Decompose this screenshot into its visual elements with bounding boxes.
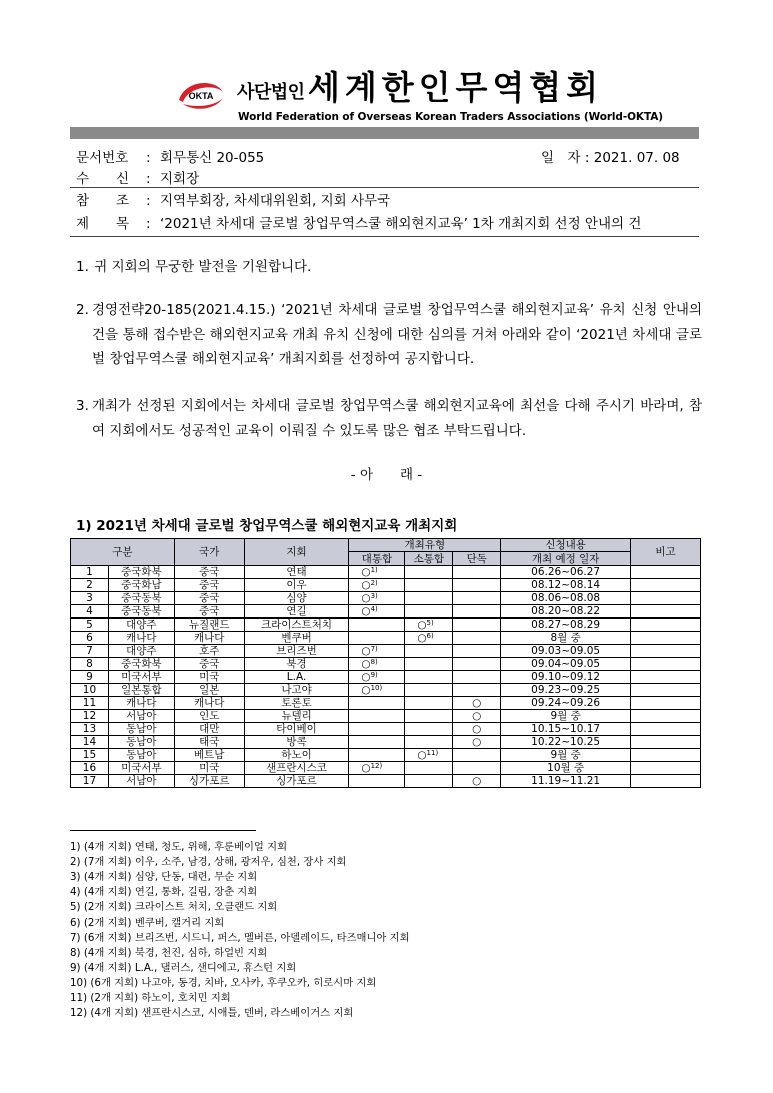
- table-row: [71, 605, 701, 619]
- row-region: 동남아: [108, 736, 174, 749]
- table-row: [71, 762, 701, 775]
- row-type-single: [453, 605, 501, 619]
- row-country: 일본: [174, 684, 244, 697]
- table-row: [71, 671, 701, 684]
- row-note: [631, 749, 701, 762]
- footnote-ref: 12): [370, 762, 383, 770]
- date-label: 일 자: [541, 150, 581, 166]
- table-row: [71, 736, 701, 749]
- footnote-ref: 1): [370, 566, 378, 574]
- row-branch: 타이베이: [244, 723, 349, 736]
- row-type-large: [349, 605, 405, 619]
- date-row: [541, 146, 680, 166]
- recipient-label: 수 신: [76, 171, 130, 187]
- row-country: 인도: [174, 710, 244, 723]
- table-row: [71, 618, 701, 632]
- row-type-large: [349, 645, 405, 658]
- row-type-small: [405, 775, 453, 788]
- header-branch: 지회: [244, 539, 349, 566]
- row-date: 09.03~09.05: [501, 645, 631, 658]
- footnote: 9) (4개 지회) L.A., 댈러스, 샌디에고, 휴스턴 지회: [70, 961, 297, 974]
- row-region: 중국동북: [108, 592, 174, 605]
- paragraph-text: 경영전략20-185(2021.4.15.) ‘2021년 차세대 글로벌 창업무역스쿨 해외현지교육’ 유치 신청 안내의 건을 통해 접수받은 해외현지교육 개최 유치 신청에 대한 심의를 거쳐 아래와 같이 ‘2021년 차세대 글로벌 창업무역스쿨 해외현지교육’ 개최지회를 선정하여 공지합니다.: [92, 302, 702, 367]
- org-name: 세계한인무역협회: [308, 68, 604, 107]
- row-type-large: [349, 592, 405, 605]
- row-type-single: [453, 632, 501, 645]
- header-type-large: 대통합: [349, 552, 405, 566]
- date-value: 2021. 07. 08: [593, 150, 680, 166]
- header-country: 국가: [174, 539, 244, 566]
- footnote: 7) (6개 지회) 브리즈번, 시드니, 퍼스, 멜버른, 아델레이드, 타즈매니아 지회: [70, 931, 410, 944]
- row-number: 12: [71, 710, 109, 723]
- row-branch: 이우: [244, 579, 349, 592]
- table-row: [71, 749, 701, 762]
- table-row: [71, 697, 701, 710]
- row-branch: 브리즈번: [244, 645, 349, 658]
- footnote-ref: 2): [370, 579, 378, 587]
- footnote-ref: 8): [370, 658, 378, 666]
- row-type-single: [453, 671, 501, 684]
- row-branch: 연태: [244, 566, 349, 579]
- footnote-ref: 10): [370, 684, 383, 692]
- row-type-single: [453, 658, 501, 671]
- section-title: 1) 2021년 차세대 글로벌 창업무역스쿨 해외현지교육 개최지회: [76, 518, 458, 534]
- row-type-large: [349, 566, 405, 579]
- footnote: 11) (2개 지회) 하노이, 호치민 지회: [70, 992, 231, 1004]
- footnote-ref: 11): [426, 749, 439, 757]
- row-country: 중국: [174, 566, 244, 579]
- row-type-single: ○: [453, 723, 501, 736]
- footnote: 5) (2개 지회) 크라이스트 처치, 오클랜드 지회: [70, 901, 278, 914]
- row-type-small: [405, 632, 453, 645]
- footnote-ref: 5): [426, 619, 434, 627]
- row-date: 09.24~09.26: [501, 697, 631, 710]
- table-row: [71, 645, 701, 658]
- row-branch: L.A.: [244, 671, 349, 684]
- divider: [70, 187, 699, 188]
- row-number: 6: [71, 632, 109, 645]
- row-country: 미국: [174, 762, 244, 775]
- doc-number-label: 문서번호: [76, 150, 129, 166]
- org-name-en: World Federation of Overseas Korean Traders Associations (World-OKTA): [238, 111, 663, 123]
- circle-mark: ○: [417, 749, 427, 761]
- row-date: 08.12~08.14: [501, 579, 631, 592]
- row-date: 9월 중: [501, 710, 631, 723]
- row-number: 5: [71, 618, 109, 632]
- paragraph-text: 귀 지회의 무궁한 발전을 기원합니다.: [94, 259, 312, 275]
- row-country: 베트남: [174, 749, 244, 762]
- paragraph-number: 3.: [76, 398, 89, 414]
- circle-mark: ○: [361, 605, 371, 617]
- row-branch: 나고야: [244, 684, 349, 697]
- row-type-small: [405, 592, 453, 605]
- row-type-single: ○: [453, 736, 501, 749]
- circle-mark: ○: [361, 684, 371, 696]
- row-branch: 샌프란시스코: [244, 762, 349, 775]
- row-branch: 뉴델리: [244, 710, 349, 723]
- subject-label: 제 목: [76, 216, 130, 232]
- row-number: 13: [71, 723, 109, 736]
- row-region: 대양주: [108, 618, 174, 632]
- doc-number-row: [76, 146, 264, 166]
- row-date: 11.19~11.21: [501, 775, 631, 788]
- reference-label: 참 조: [76, 193, 130, 209]
- circle-mark: ○: [361, 592, 371, 604]
- row-branch: 북경: [244, 658, 349, 671]
- row-country: 대만: [174, 723, 244, 736]
- footnote-ref: 6): [426, 632, 434, 640]
- table-row: [71, 684, 701, 697]
- row-region: 서남아: [108, 710, 174, 723]
- row-date: 8월 중: [501, 632, 631, 645]
- row-note: [631, 592, 701, 605]
- row-number: 8: [71, 658, 109, 671]
- row-country: 미국: [174, 671, 244, 684]
- recipient-value: 지회장: [160, 171, 200, 187]
- table-row: [71, 566, 701, 579]
- row-type-large: [349, 618, 405, 632]
- row-date: 09.04~09.05: [501, 658, 631, 671]
- row-date: 09.23~09.25: [501, 684, 631, 697]
- logo-text: OKTA: [188, 91, 214, 101]
- circle-mark: ○: [417, 632, 427, 644]
- row-type-large: [349, 749, 405, 762]
- row-date: 10.15~10.17: [501, 723, 631, 736]
- row-country: 중국: [174, 605, 244, 619]
- row-date: 9월 중: [501, 749, 631, 762]
- row-region: 서남아: [108, 775, 174, 788]
- circle-mark: ○: [361, 645, 371, 657]
- table-row: [71, 592, 701, 605]
- row-note: [631, 618, 701, 632]
- org-prefix: 사단법인: [237, 82, 305, 103]
- footnote-ref: 9): [370, 671, 378, 679]
- circle-mark: ○: [417, 619, 427, 631]
- row-number: 16: [71, 762, 109, 775]
- row-branch: 방콕: [244, 736, 349, 749]
- row-branch: 싱가포르: [244, 775, 349, 788]
- row-number: 17: [71, 775, 109, 788]
- okta-logo: [175, 76, 227, 114]
- subject-row: [76, 212, 641, 232]
- paragraph-number: 1.: [76, 259, 89, 275]
- row-type-small: [405, 671, 453, 684]
- row-date: 06.26~06.27: [501, 566, 631, 579]
- row-number: 15: [71, 749, 109, 762]
- row-country: 중국: [174, 658, 244, 671]
- table-row: [71, 579, 701, 592]
- row-type-single: [453, 645, 501, 658]
- row-type-single: ○: [453, 775, 501, 788]
- row-number: 7: [71, 645, 109, 658]
- paragraph-number: 2.: [76, 302, 89, 318]
- row-type-large: [349, 632, 405, 645]
- header-category: 구분: [71, 539, 175, 566]
- row-type-single: [453, 749, 501, 762]
- row-type-large: [349, 775, 405, 788]
- header-note: 비고: [631, 539, 701, 566]
- row-note: [631, 658, 701, 671]
- reference-row: [76, 189, 390, 209]
- row-date: 09.10~09.12: [501, 671, 631, 684]
- row-country: 뉴질랜드: [174, 618, 244, 632]
- row-type-large: [349, 762, 405, 775]
- venue-table: [70, 538, 701, 788]
- row-branch: 토론토: [244, 697, 349, 710]
- row-branch: 벤쿠버: [244, 632, 349, 645]
- row-type-small: [405, 684, 453, 697]
- reference-value: 지역부회장, 차세대위원회, 지회 사무국: [160, 193, 391, 209]
- footnote: 4) (4개 지회) 연길, 통화, 길림, 장춘 지회: [70, 886, 258, 899]
- row-type-single: [453, 762, 501, 775]
- row-region: 캐나다: [108, 697, 174, 710]
- row-type-large: [349, 671, 405, 684]
- row-branch: 심양: [244, 592, 349, 605]
- footnote: 10) (6개 지회) 나고야, 동경, 치바, 오사카, 후쿠오카, 히로시마 지회: [70, 976, 377, 989]
- row-region: 중국동북: [108, 605, 174, 619]
- row-note: [631, 579, 701, 592]
- header-application-group: 신청내용: [501, 539, 631, 552]
- row-date: 10월 중: [501, 762, 631, 775]
- row-type-small: [405, 749, 453, 762]
- row-type-small: [405, 697, 453, 710]
- row-note: [631, 645, 701, 658]
- row-type-single: [453, 618, 501, 632]
- row-note: [631, 710, 701, 723]
- row-country: 캐나다: [174, 632, 244, 645]
- footnote-ref: 4): [370, 605, 378, 613]
- row-type-large: [349, 736, 405, 749]
- row-region: 동남아: [108, 723, 174, 736]
- circle-mark: ○: [361, 671, 371, 683]
- table-row: [71, 658, 701, 671]
- row-type-large: [349, 579, 405, 592]
- row-note: [631, 697, 701, 710]
- divider: [70, 236, 699, 237]
- row-number: 9: [71, 671, 109, 684]
- colon: :: [146, 171, 151, 187]
- row-note: [631, 632, 701, 645]
- row-type-large: [349, 658, 405, 671]
- footnote: 8) (4개 지회) 북경, 천진, 심하, 하얼빈 지회: [70, 946, 268, 959]
- footnote: 6) (2개 지회) 벤쿠버, 캘거리 지회: [70, 916, 225, 929]
- row-type-large: [349, 697, 405, 710]
- row-type-small: [405, 579, 453, 592]
- colon: :: [584, 150, 590, 166]
- paragraph-3: [76, 394, 702, 443]
- row-country: 태국: [174, 736, 244, 749]
- row-branch: 연길: [244, 605, 349, 619]
- row-type-small: [405, 618, 453, 632]
- footnote: 2) (7개 지회) 이우, 소주, 남경, 상해, 광저우, 심천, 장사 지회: [70, 856, 347, 869]
- row-type-large: [349, 723, 405, 736]
- row-number: 1: [71, 566, 109, 579]
- row-region: 대양주: [108, 645, 174, 658]
- circle-mark: ○: [361, 658, 371, 670]
- row-note: [631, 736, 701, 749]
- row-note: [631, 566, 701, 579]
- row-type-single: ○: [453, 697, 501, 710]
- row-region: 캐나다: [108, 632, 174, 645]
- row-date: 08.06~08.08: [501, 592, 631, 605]
- doc-number-value: 회무통신 20-055: [160, 150, 265, 166]
- row-number: 14: [71, 736, 109, 749]
- paragraph-2: [76, 298, 702, 372]
- row-note: [631, 684, 701, 697]
- header-type-small: 소통합: [405, 552, 453, 566]
- row-type-small: [405, 645, 453, 658]
- table-row: [71, 632, 701, 645]
- row-number: 3: [71, 592, 109, 605]
- row-region: 중국화북: [108, 658, 174, 671]
- row-country: 중국: [174, 579, 244, 592]
- footnote: 12) (4개 지회) 샌프란시스코, 시애틀, 덴버, 라스베이거스 지회: [70, 1007, 354, 1020]
- below-marker: - 아 래 -: [350, 467, 423, 483]
- table-row: [71, 710, 701, 723]
- row-region: 중국화남: [108, 579, 174, 592]
- row-type-small: [405, 710, 453, 723]
- row-region: 동남아: [108, 749, 174, 762]
- row-number: 4: [71, 605, 109, 619]
- footnote: 1) (4개 지회) 연태, 청도, 위해, 후룬베이얼 지회: [70, 841, 288, 853]
- recipient-row: [76, 167, 199, 187]
- row-note: [631, 723, 701, 736]
- row-type-single: ○: [453, 710, 501, 723]
- row-type-single: [453, 684, 501, 697]
- row-note: [631, 775, 701, 788]
- row-type-single: [453, 579, 501, 592]
- row-branch: 크라이스트처치: [244, 618, 349, 632]
- colon: :: [146, 150, 151, 166]
- row-type-small: [405, 566, 453, 579]
- header-type-group: 개최유형: [349, 539, 501, 552]
- paragraph-text: 개최가 선정된 지회에서는 차세대 글로벌 창업무역스쿨 해외현지교육에 최선을 다해 주시기 바라며, 참여 지회에서도 성공적인 교육이 이뤄질 수 있도록 많은 협조 부탁드립니다.: [92, 398, 702, 439]
- table-row: [71, 723, 701, 736]
- paragraph-1: [76, 255, 702, 280]
- footnote: 3) (4개 지회) 심양, 단동, 대련, 무순 지회: [70, 871, 258, 884]
- row-type-single: [453, 592, 501, 605]
- row-country: 싱가포르: [174, 775, 244, 788]
- row-type-small: [405, 605, 453, 619]
- row-region: 중국화북: [108, 566, 174, 579]
- footnote-divider: [70, 830, 256, 831]
- row-number: 10: [71, 684, 109, 697]
- row-number: 2: [71, 579, 109, 592]
- circle-mark: ○: [361, 566, 371, 578]
- row-note: [631, 762, 701, 775]
- footnote-ref: 3): [370, 592, 378, 600]
- row-region: 미국서부: [108, 671, 174, 684]
- table-row: [71, 775, 701, 788]
- header-application-date: 개최 예정 일자: [501, 552, 631, 566]
- colon: :: [146, 216, 151, 232]
- circle-mark: ○: [361, 579, 371, 591]
- row-region: 일본통합: [108, 684, 174, 697]
- footnote-ref: 7): [370, 645, 378, 653]
- row-country: 캐나다: [174, 697, 244, 710]
- header-bar: [70, 127, 699, 139]
- row-number: 11: [71, 697, 109, 710]
- row-region: 미국서부: [108, 762, 174, 775]
- row-note: [631, 605, 701, 619]
- row-date: 08.20~08.22: [501, 605, 631, 619]
- row-type-large: [349, 710, 405, 723]
- row-note: [631, 671, 701, 684]
- row-type-small: [405, 723, 453, 736]
- row-branch: 하노이: [244, 749, 349, 762]
- header-type-single: 단독: [453, 552, 501, 566]
- row-type-large: [349, 684, 405, 697]
- circle-mark: ○: [361, 762, 371, 774]
- row-type-small: [405, 736, 453, 749]
- row-type-single: [453, 566, 501, 579]
- row-date: 08.27~08.29: [501, 618, 631, 632]
- row-country: 중국: [174, 592, 244, 605]
- subject-value: ‘2021년 차세대 글로벌 창업무역스쿨 해외현지교육’ 1차 개최지회 선정 안내의 건: [160, 216, 642, 232]
- row-type-small: [405, 762, 453, 775]
- colon: :: [146, 193, 151, 209]
- row-country: 호주: [174, 645, 244, 658]
- row-date: 10.22~10.25: [501, 736, 631, 749]
- row-type-small: [405, 658, 453, 671]
